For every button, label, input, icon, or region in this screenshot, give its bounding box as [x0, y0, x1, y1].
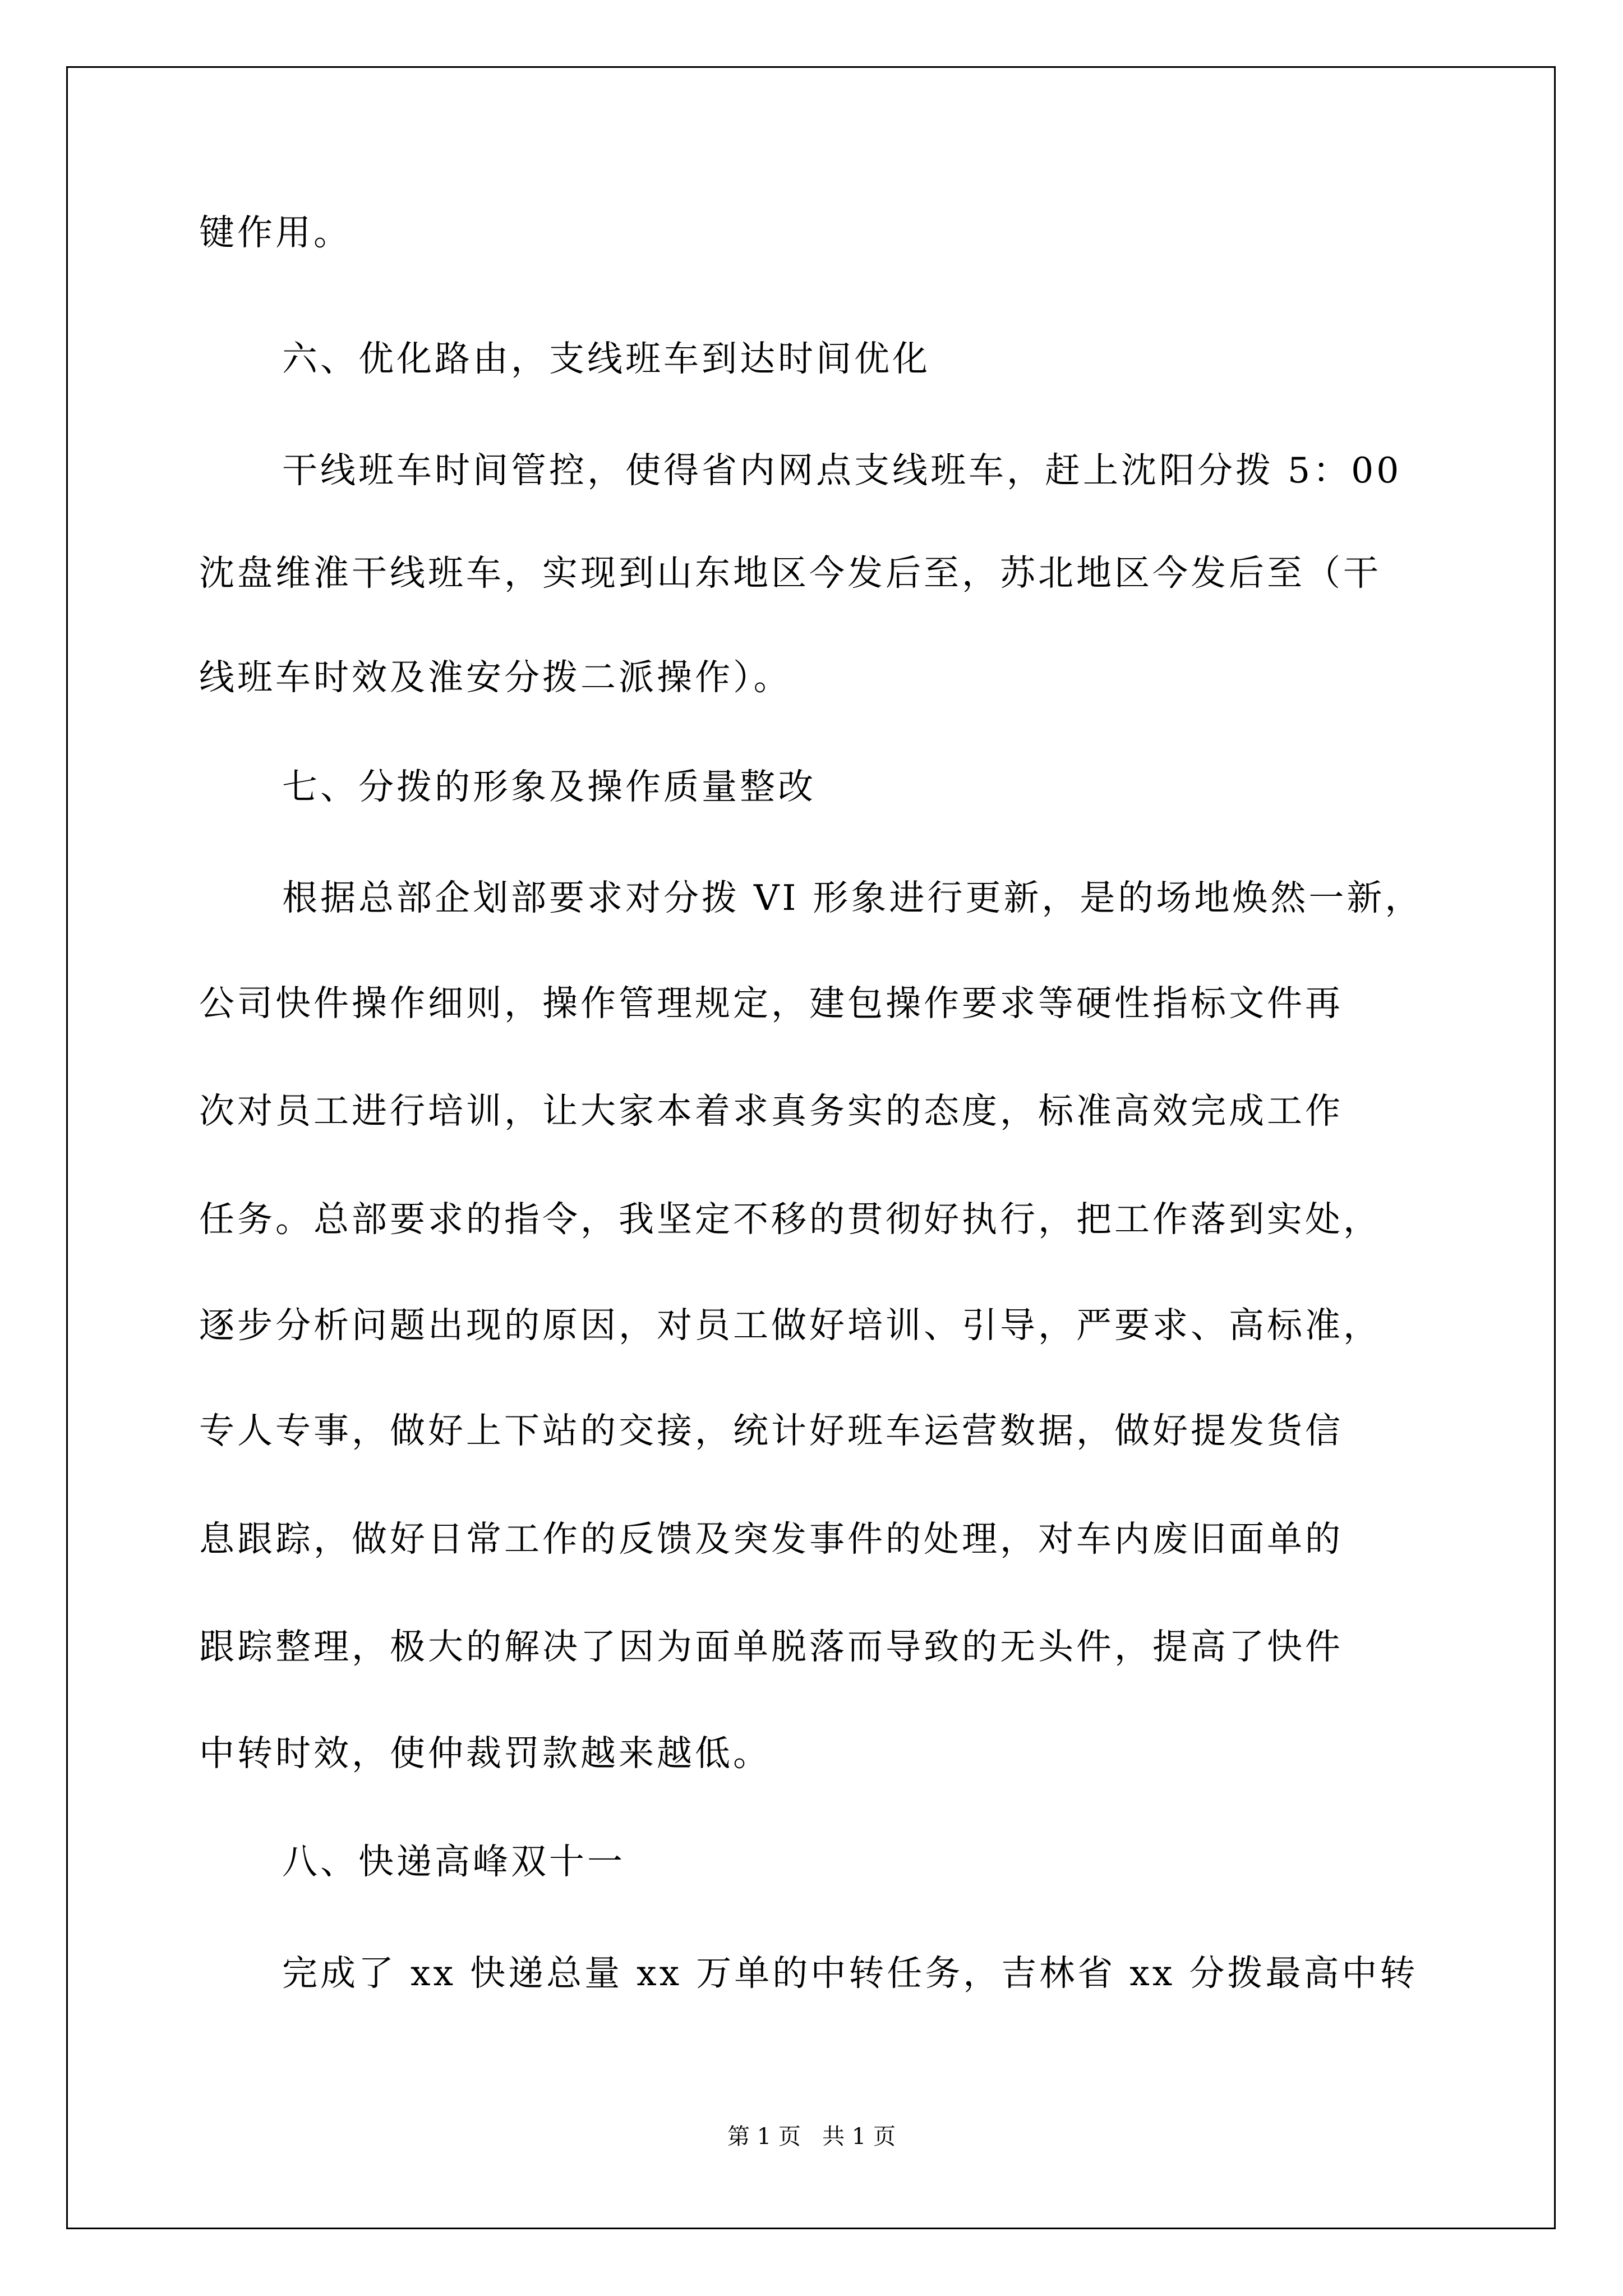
paragraph-line: 息跟踪，做好日常工作的反馈及突发事件的处理，对车内废旧面单的 [199, 1519, 1343, 1559]
paragraph-line: 逐步分析问题出现的原因，对员工做好培训、引导，严要求、高标准， [199, 1305, 1381, 1346]
paragraph-line: 公司快件操作细则，操作管理规定，建包操作要求等硬性指标文件再 [199, 983, 1343, 1024]
paragraph-line: 跟踪整理，极大的解决了因为面单脱落而导致的无头件，提高了快件 [199, 1626, 1343, 1667]
paragraph-line: 次对员工进行培训，让大家本着求真务实的态度，标准高效完成工作 [199, 1091, 1343, 1131]
paragraph-line: 根据总部企划部要求对分拨 VI 形象进行更新，是的场地焕然一新， [282, 877, 1423, 918]
section-heading-6: 六、优化路由，支线班车到达时间优化 [282, 338, 930, 379]
paragraph-line: 中转时效，使仲裁罚款越来越低。 [199, 1733, 771, 1774]
paragraph-line: 干线班车时间管控，使得省内网点支线班车，赶上沈阳分拨 5：00 [282, 450, 1402, 491]
paragraph-line: 任务。总部要求的指令，我坚定不移的贯彻好执行，把工作落到实处， [199, 1199, 1381, 1240]
paragraph-line: 完成了 xx 快递总量 xx 万单的中转任务，吉林省 xx 分拨最高中转 [282, 1953, 1418, 1994]
section-heading-8: 八、快递高峰双十一 [282, 1841, 625, 1882]
paragraph-line: 沈盘维淮干线班车，实现到山东地区今发后至，苏北地区今发后至（干 [199, 553, 1381, 593]
page-number-footer: 第 1 页 共 1 页 [727, 2124, 896, 2150]
page-border [66, 66, 1556, 2229]
paragraph-line: 线班车时效及淮安分拨二派操作）。 [199, 657, 792, 698]
section-heading-7: 七、分拨的形象及操作质量整改 [282, 766, 816, 807]
paragraph-line: 键作用。 [199, 212, 352, 253]
paragraph-line: 专人专事，做好上下站的交接，统计好班车运营数据，做好提发货信 [199, 1410, 1343, 1451]
